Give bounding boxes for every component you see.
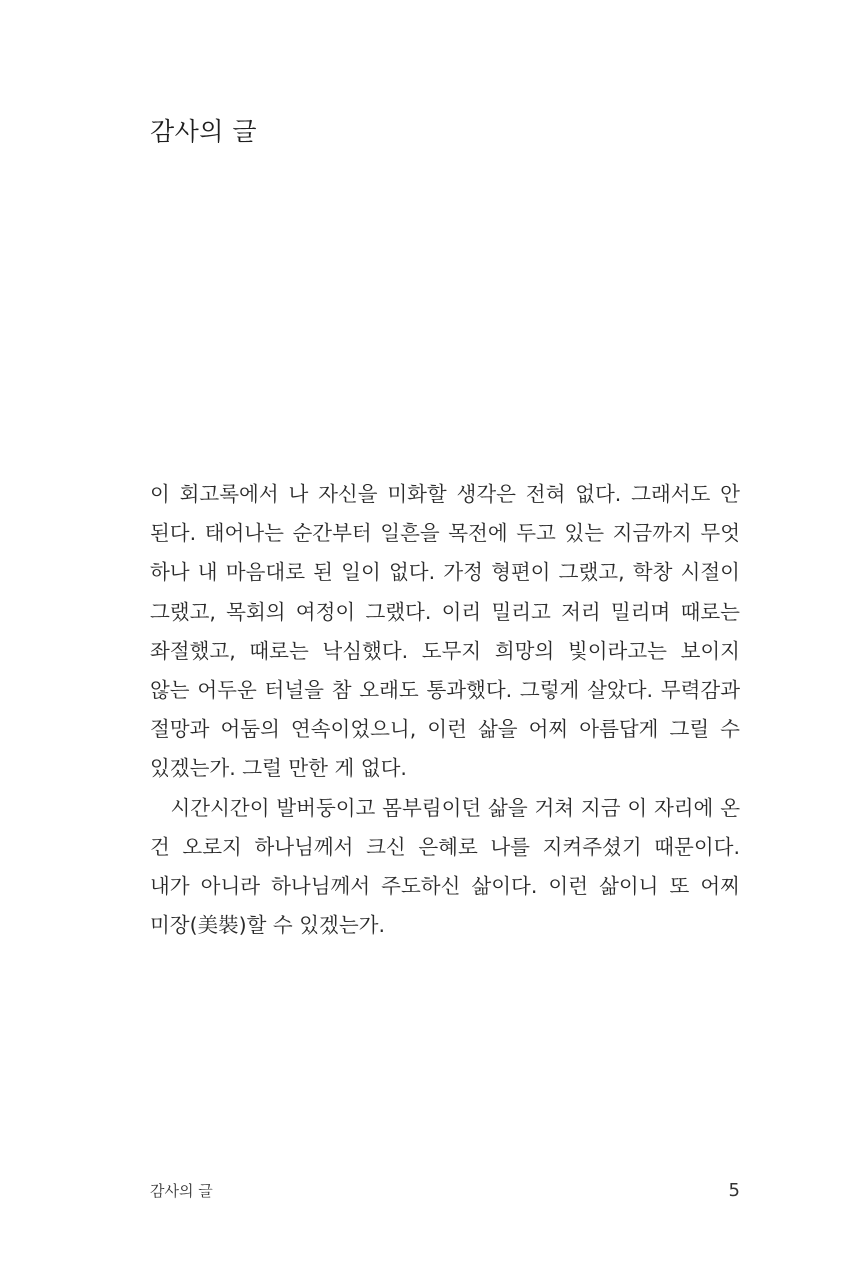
paragraph-1: 이 회고록에서 나 자신을 미화할 생각은 전혀 없다. 그래서도 안 된다. 태어나는 순간부터 일흔을 목전에 두고 있는 지금까지 무엇 하나 내 마음대로 된 일이 없다. 가정 형편이 그랬고, 학창 시절이 그랬고, 목회의 여정이 그랬다. 이리 밀리고 저리 밀리며 때로는 좌절했고, 때로는 낙심했다. 도무지 희망의 빛이라고는 보이지 않는 어두운 터널을 참 오래도 통과했다. 그렇게 살았다. 무력감과 절망과 어둠의 연속이었으니, 이런 삶을 어찌 아름답게 그릴 수 있겠는가. 그럴 만한 게 없다.	[150, 482, 740, 781]
body-text	[150, 475, 740, 945]
page-title: 감사의 글	[150, 117, 258, 146]
footer-running-title: 감사의 글	[150, 1182, 213, 1200]
page-number: 5	[728, 1180, 740, 1201]
paragraph-2: 시간시간이 발버둥이고 몸부림이던 삶을 거쳐 지금 이 자리에 온 건 오로지 하나님께서 크신 은혜로 나를 지켜주셨기 때문이다. 내가 아니라 하나님께서 주도하신 삶이다. 이런 삶이니 또 어찌 미장(美裝)할 수 있겠는가.	[150, 795, 740, 938]
